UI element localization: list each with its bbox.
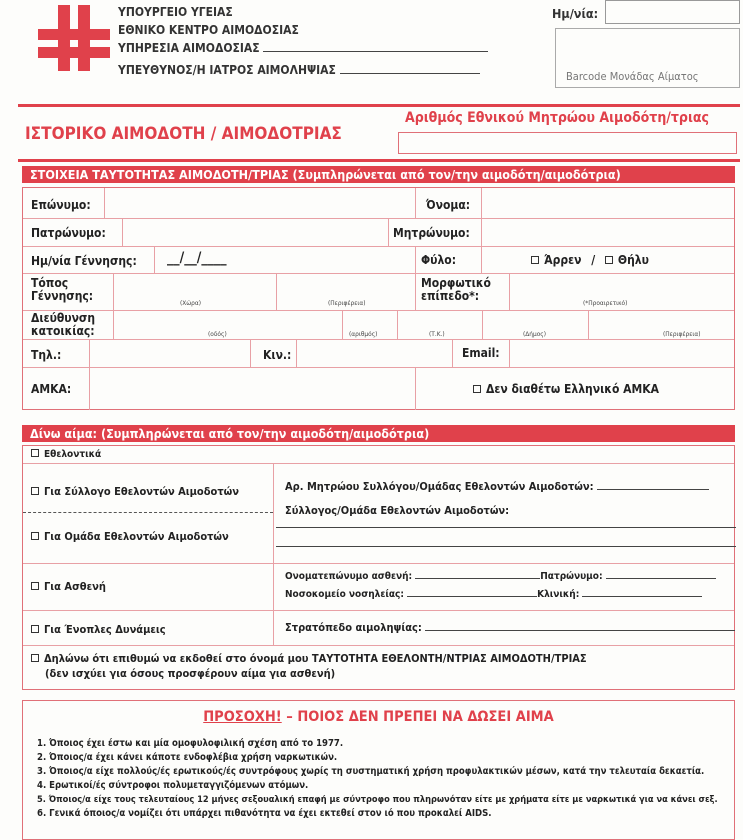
donation-table [22, 445, 735, 690]
camp-label: Στρατόπεδο αιμοληψίας: [285, 621, 422, 634]
camp-field[interactable] [425, 621, 735, 631]
divider [415, 368, 416, 410]
warning-title-a: ΠΡΟΣΟΧΗ! [203, 709, 282, 725]
registry-field[interactable] [398, 132, 737, 154]
hospital-field[interactable] [407, 587, 537, 597]
hospital-label: Νοσοκομείο νοσηλείας: [285, 589, 404, 600]
doctor [118, 63, 480, 77]
divider [113, 274, 114, 310]
sex-label: Φύλο: [421, 253, 457, 267]
army-checkbox[interactable] [31, 625, 39, 633]
address-label: Διεύθυνση κατοικίας: [31, 311, 96, 338]
name-label: Όνομα: [426, 198, 471, 212]
center: ΕΘΝΙΚΟ ΚΕΝΤΡΟ ΑΙΜΟΔΟΣΙΑΣ [118, 23, 299, 37]
army-label: Για Ένοπλες Δυνάμεις [44, 623, 166, 636]
amka-field[interactable] [90, 368, 415, 410]
divider [415, 188, 416, 218]
phone-label: Τηλ.: [31, 348, 62, 362]
father-label: Πατρώνυμο: [31, 226, 106, 240]
no-amka-label: Δεν διαθέτω Ελληνικό ΑΜΚΑ [486, 382, 659, 396]
assoc-name-field[interactable] [276, 527, 736, 528]
amka-label: ΑΜΚΑ: [31, 382, 72, 396]
father-field[interactable] [123, 219, 388, 246]
association-label: Για Σύλλογο Εθελοντών Αιμοδοτών [44, 485, 239, 498]
email-field[interactable] [510, 340, 735, 367]
voluntary-checkbox[interactable] [31, 449, 39, 457]
divider [397, 311, 398, 339]
sex-options [531, 254, 649, 267]
date-field[interactable] [605, 0, 740, 24]
registry-label: Αριθμός Εθνικού Μητρώου Αιμοδότη/τριας [405, 110, 709, 126]
municipality-field[interactable]: (Δήμος) [523, 330, 546, 338]
declare-checkbox[interactable] [31, 654, 39, 662]
service-label: ΥΠΗΡΕΣΙΑ ΑΙΜΟΔΟΣΙΑΣ [118, 41, 260, 55]
voluntary-label: Εθελοντικά [44, 449, 102, 460]
region2-field[interactable]: (Περιφέρεια) [663, 330, 701, 338]
female-checkbox[interactable] [605, 256, 613, 264]
divider [509, 274, 510, 310]
group-checkbox[interactable] [31, 532, 39, 540]
divider [250, 340, 251, 367]
warning-box [22, 700, 735, 840]
assoc-name-field-2[interactable] [276, 546, 736, 547]
surname-field[interactable] [105, 188, 415, 218]
warning-item: 2. Όποιος/α έχει κάνει κάποτε ενδοφλέβια χρήση ναρκωτικών. [37, 752, 338, 763]
female-label: Θήλυ [617, 253, 649, 267]
mother-field[interactable] [482, 219, 734, 246]
education-field[interactable]: (*Προαιρετικό) [583, 299, 628, 307]
region-field[interactable]: (Περιφέρεια) [328, 299, 366, 307]
divider [273, 464, 274, 563]
phone-field[interactable] [90, 340, 250, 367]
dob-field[interactable]: __/__/____ [167, 250, 227, 266]
divider [273, 564, 274, 610]
ministry: ΥΠΟΥΡΓΕΙΟ ΥΓΕΙΑΣ [118, 5, 233, 19]
patient-name-label: Ονοματεπώνυμο ασθενή: [285, 571, 413, 582]
divider [18, 159, 740, 162]
warning-item: 5. Όποιος/α είχε τους τελευταίους 12 μήνες σεξουαλική επαφή με σύντροφο που πληρωνόταν είτε με χρήματα είτε με ναρκωτικά για να κάνει σεξ. [37, 794, 718, 805]
divider [113, 311, 114, 339]
divider [415, 247, 416, 273]
patient-checkbox[interactable] [31, 582, 39, 590]
doctor-label: ΥΠΕΥΘΥΝΟΣ/Η ΙΑΤΡΟΣ ΑΙΜΟΛΗΨΙΑΣ [118, 63, 336, 77]
street-field[interactable]: (οδός) [208, 330, 227, 338]
logo-cross-icon [38, 5, 110, 71]
divider [481, 247, 482, 273]
divider [415, 274, 416, 310]
page-title: ΙΣΤΟΡΙΚΟ ΑΙΜΟΔΟΤΗ / ΑΙΜΟΔΟΤΡΙΑΣ [25, 124, 342, 144]
divider [342, 311, 343, 339]
warning-item: 1. Όποιος έχει έστω και μία ομοφυλοφιλική σχέση από το 1977. [37, 738, 344, 749]
divider [273, 611, 274, 645]
barcode-label: Barcode Μονάδας Αίματος [566, 70, 699, 83]
sex-separator: / [591, 253, 596, 267]
email-label: Email: [462, 346, 500, 360]
assoc-reg-label: Αρ. Μητρώου Συλλόγου/Ομάδας Εθελοντών Αιμοδοτών: [285, 480, 594, 493]
donation-heading: Δίνω αίμα: (Συμπληρώνεται από τον/την αιμοδότη/αιμοδότρια) [22, 425, 735, 442]
warning-title-b: – ΠΟΙΟΣ ΔΕΝ ΠΡΕΠΕΙ ΝΑ ΔΩΣΕΙ ΑΙΜΑ [281, 709, 554, 725]
clinic-field[interactable] [582, 587, 702, 597]
barcode-box [555, 28, 740, 88]
birthplace-label: Τόπος Γέννησης: [31, 276, 94, 303]
divider [388, 219, 389, 246]
association-checkbox[interactable] [31, 487, 39, 495]
identity-heading: ΣΤΟΙΧΕΙΑ ΤΑΥΤΟΤΗΤΑΣ ΑΙΜΟΔΟΤΗ/ΤΡΙΑΣ (Συμπληρώνεται από τον/την αιμοδότη/αιμοδότρια) [22, 166, 735, 183]
surname-label: Επώνυμο: [31, 198, 91, 212]
patient-name-field[interactable] [415, 569, 540, 579]
no-amka-checkbox[interactable] [473, 385, 481, 393]
date-label: Ημ/νία: [552, 6, 599, 21]
name-field[interactable] [482, 188, 734, 218]
divider [18, 104, 740, 107]
service-field[interactable] [263, 42, 488, 52]
assoc-name-label: Σύλλογος/Ομάδα Εθελοντών Αιμοδοτών: [285, 504, 510, 517]
divider [154, 247, 155, 273]
identity-table [22, 187, 735, 410]
group-label: Για Ομάδα Εθελοντών Αιμοδοτών [44, 530, 229, 543]
divider [276, 274, 277, 310]
declare-note: (δεν ισχύει για όσους προσφέρουν αίμα για ασθενή) [45, 667, 336, 680]
warning-item: 3. Όποιος/α είχε πολλούς/ές ερωτικούς/ές συντρόφους χωρίς τη συστηματική χρήση προφυλακτικών μέσων, κατά την τελευταία δεκαετία. [37, 766, 705, 777]
mobile-label: Κιν.: [263, 348, 292, 362]
divider [588, 311, 589, 339]
male-checkbox[interactable] [531, 256, 539, 264]
no-amka-option [473, 383, 659, 396]
patient-father-label: Πατρώνυμο: [540, 571, 603, 582]
service [118, 41, 488, 55]
patient-label: Για Ασθενή [44, 580, 106, 593]
warning-title [23, 709, 734, 725]
declare-label: Δηλώνω ότι επιθυμώ να εκδοθεί στο όνομά μου ΤΑΥΤΟΤΗΤΑ ΕΘΕΛΟΝΤΗ/ΝΤΡΙΑΣ ΑΙΜΟΔΟΤΗ/ΤΡΙΑΣ [44, 652, 587, 665]
dob-label: Ημ/νία Γέννησης: [31, 254, 137, 268]
divider [482, 311, 483, 339]
doctor-field[interactable] [340, 64, 480, 74]
mother-label: Μητρώνυμο: [393, 226, 470, 240]
warning-item: 4. Ερωτικοί/ές σύντροφοι πολυμεταγγιζόμενων ατόμων. [37, 780, 309, 791]
warning-item: 6. Γενικά όποιος/α νομίζει ότι υπάρχει πιθανότητα να έχει εκτεθεί στον ιό που προκαλεί AIDS. [37, 808, 492, 819]
dashed-divider [23, 512, 273, 513]
assoc-reg-field[interactable] [597, 480, 709, 490]
clinic-label: Κλινική: [537, 589, 580, 600]
education-label: Μορφωτικό επίπεδο*: [421, 276, 491, 303]
country-field[interactable]: (Χώρα) [180, 299, 202, 307]
mobile-field[interactable] [297, 340, 452, 367]
zip-field[interactable]: (Τ.Κ.) [429, 330, 445, 338]
patient-father-field[interactable] [606, 569, 716, 579]
male-label: Άρρεν [544, 253, 582, 267]
number-field[interactable]: (αριθμός) [349, 330, 378, 338]
divider [452, 340, 453, 367]
